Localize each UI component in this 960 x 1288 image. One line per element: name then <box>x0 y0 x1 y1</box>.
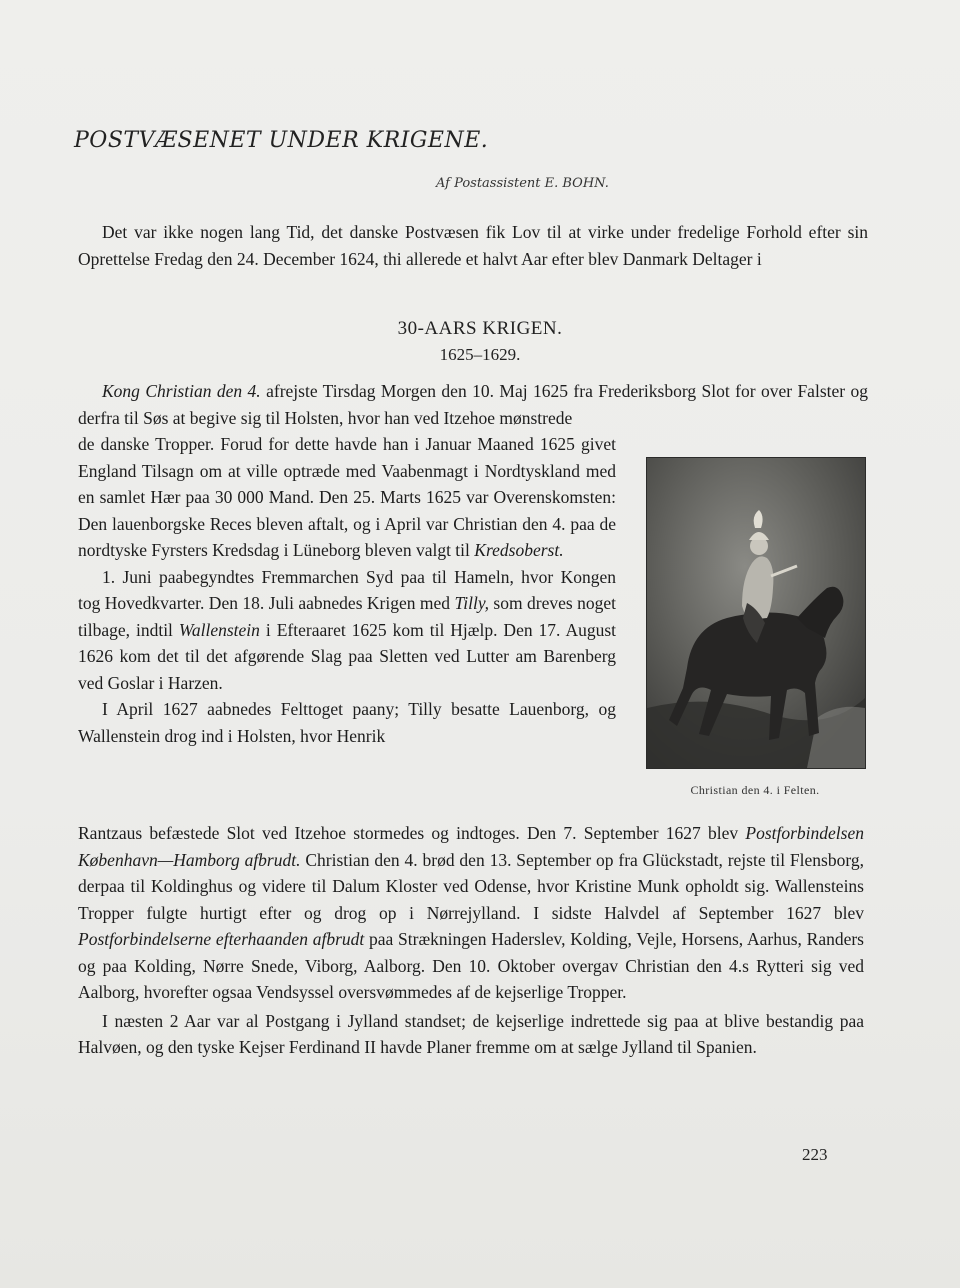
paragraph-2-start: 1. Juni paabegyndtes Fremmarchen Syd paa til Hameln, hvor Kongen tog Hovedkvarter. Den 18. Juli aabnedes Krigen med <box>78 566 616 613</box>
paragraph-1-body <box>78 431 616 564</box>
intro-paragraph <box>78 219 868 272</box>
intro-text: Det var ikke nogen lang Tid, det danske Postvæsen fik Lov til at virke under fredelige Forhold efter sin Oprettelse Fredag den 24. December 1624, thi allerede et halvt Aar efter blev Danmark Deltager i <box>78 222 868 269</box>
paragraph-4: I næsten 2 Aar var al Postgang i Jylland standset; de kejserlige indrettede sig paa at blive bestandig paa Halvøen, og den tyske Kejser Ferdinand II havde Planer fremme om at sælge Jylland til Spanien. <box>78 1010 864 1057</box>
figure-caption: Christian den 4. i Felten. <box>690 783 820 797</box>
paragraph-3-narrow: I April 1627 aabnedes Felttoget paany; Tilly besatte Lauenborg, og Wallenstein drog ind i Holsten, hvor Henrik <box>78 699 616 746</box>
paragraph-1-top <box>78 378 868 431</box>
paragraph-3-start: Rantzaus befæstede Slot ved Itzehoe stormedes og indtoges. Den 7. September 1627 blev <box>78 823 746 843</box>
paragraph-1-narrow-text: de danske Tropper. Forud for dette havde han i Januar Maaned 1625 givet England Tilsagn om at ville optræde med Vaabenmagt i Nordtyskland med en samlet Hær paa 30 000 Mand. Den 25. Marts 1625 var Overenskomsten: Den lauenborgske Reces bleven aftalt, og i April var Christian den 4. paa de nordtyske Fyrsters Kredsdag i Lüneborg bleven valgt til <box>78 434 616 560</box>
wrapped-column <box>78 431 616 749</box>
king-name: Kong Christian den 4. <box>102 381 261 401</box>
portrait-illustration <box>646 457 866 769</box>
page-number: 223 <box>802 1145 828 1164</box>
paragraph-2 <box>78 564 616 697</box>
article-title: POSTVÆSENET UNDER KRIGENE. <box>74 128 489 153</box>
section-years: 1625–1629. <box>439 345 521 364</box>
tilly-name: Tilly, <box>454 593 490 613</box>
postforbindelserne-phrase: Postforbindelserne efterhaanden afbrudt <box>78 929 365 949</box>
author-byline: Af Postassistent E. BOHN. <box>436 176 609 191</box>
postforbindelsen-phrase: Postforbindelsen København—Hamborg afbrudt. <box>78 823 864 870</box>
horseman-illustration <box>647 458 865 768</box>
section-heading: 30-AARS KRIGEN. <box>397 318 563 339</box>
wallenstein-name: Wallenstein <box>178 619 260 640</box>
paragraph-1-top-text: afrejste Tirsdag Morgen den 10. Maj 1625 fra Frederiksborg Slot for over Falster og derfra til Søs at begive sig til Holsten, hvor han ved Itzehoe mønstrede <box>78 381 868 428</box>
paragraph-3-wide <box>78 820 864 1006</box>
paragraph-2-middle: som dreves noget tilbage, indtil <box>78 593 616 640</box>
paragraph-3-middle: Christian den 4. brød den 13. September op fra Glückstadt, rejste til Flensborg, derpaa til Koldinghus og videre til Dalum Kloster ved Odense, hvor Kristine Munk opholdt sig. Wallensteins Tropper fulgte hurtigt efter og drog op i Nørrejylland. I sidste Halvdel af September 1627 blev <box>78 849 864 923</box>
paragraph-3-end: paa Strækningen Haderslev, Kolding, Vejle, Horsens, Aarhus, Randers og paa Kolding, Nørre Snede, Viborg, Aalborg. Den 10. Oktober overgav Christian den 4.s Rytteri sig ved Aalborg, hvorefter ogsaa Vendsyssel oversvømmedes af de kejserlige Tropper. <box>78 929 864 1002</box>
paragraph-2-end: i Efteraaret 1625 kom til Hjælp. Den 17. August 1626 kom det til det afgørende Slag paa Sletten ved Lutter am Barenberg ved Goslar i Harzen. <box>78 619 617 693</box>
kredsoberst-term: Kredsoberst. <box>474 540 564 560</box>
lower-text <box>78 820 864 1061</box>
